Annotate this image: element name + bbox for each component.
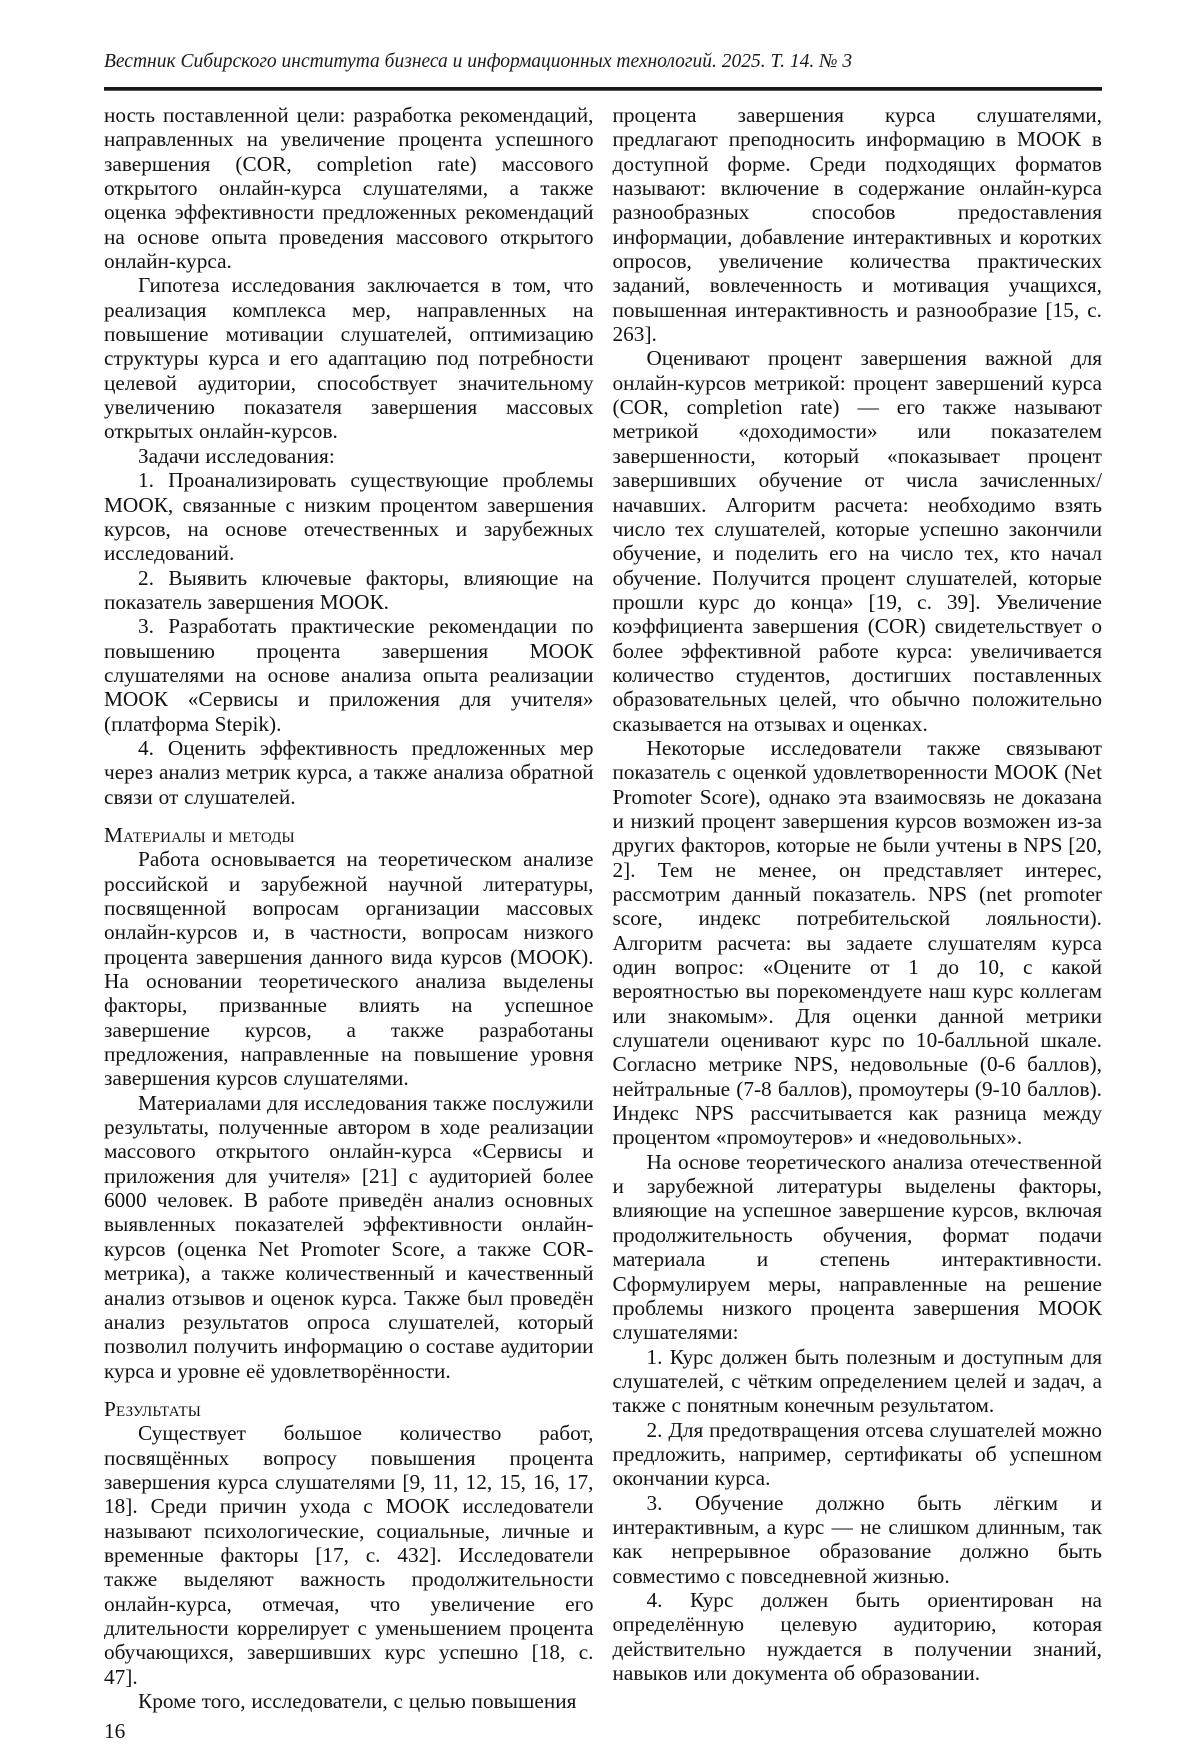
paragraph: процента завершения курса слушателями, предлагают преподносить информацию в МООК в доступной форме. Среди подходящих форматов называют: включение в содержание онлайн-курса разнообразных способов предоставления информации, добавление интерактивных и коротких опросов, увеличение количества практических заданий, вовлеченность и мотивация учащихся, повышенная интерактивность и разнообразие [15, с. 263]. <box>612 103 1102 347</box>
header-rule <box>104 87 1102 91</box>
paragraph: 1. Проанализировать существующие проблемы МООК, связанные с низким процентом завершения курсов, на основе отечественных и зарубежных исследований. <box>104 468 594 566</box>
paragraph: 2. Выявить ключевые факторы, влияющие на показатель завершения МООК. <box>104 565 594 614</box>
right-column <box>613 103 1103 1713</box>
paragraph: Кроме того, исследователи, с целью повышения <box>138 1689 577 1713</box>
paragraph: 4. Курс должен быть ориентирован на определённую целевую аудиторию, которая действительно нуждается в получении знаний, навыков или документа об образовании. <box>612 1587 1102 1685</box>
left-column <box>104 103 594 1713</box>
two-column-body <box>104 103 1102 1713</box>
paragraph: 3. Обучение должно быть лёгким и интерактивным, а курс — не слишком длинным, так как непрерывное образование должно быть совместимо с повседневной жизнью. <box>612 1490 1102 1588</box>
running-header: Вестник Сибирского института бизнеса и информационных технологий. 2025. Т. 14. № 3 <box>104 51 853 72</box>
paragraph: Гипотеза исследования заключается в том, что реализация комплекса мер, направленных на повышение мотивации слушателей, оптимизацию структуры курса и его адаптацию под потребности целевой аудитории, способствует значительному увеличению показателя завершения массовых открытых онлайн-курсов. <box>104 273 594 444</box>
paragraph: 1. Курс должен быть полезным и доступным для слушателей, с чётким определением целей и задач, а также с понятным конечным результатом. <box>612 1344 1102 1418</box>
paragraph: Работа основывается на теоретическом анализе российской и зарубежной научной литературы, посвященной вопросам организации массовых онлайн-курсов и, в частности, вопросам низкого процента завершения данного вида курсов (МООК). На основании теоретического анализа выделены факторы, призванные влиять на успешное завершение курсов, а также разработаны предложения, направленные на повышение уровня завершения курсов слушателями. <box>104 847 594 1091</box>
paragraph: Материалами для исследования также послужили результаты, полученные автором в ходе реализации массового открытого онлайн-курса «Сервисы и приложения для учителя» [21] с аудиторией более 6000 человек. В работе приведён анализ основных выявленных показателей эффективности онлайн-курсов (оценка Net Promoter Score, а также COR-метрика), а также количественный и качественный анализ отзывов и оценок курса. Также был проведён анализ результатов опроса слушателей, который позволил получить информацию о составе аудитории курса и уровне её удовлетворённости. <box>104 1090 594 1383</box>
paragraph: Некоторые исследователи также связывают показатель с оценкой удовлетворенности МООК (Net Promoter Score), однако эта взаимосвязь не доказана и низкий процент завершения курсов возможен из-за других факторов, которые не были учтены в NPS [20, 2]. Тем не менее, он представляет интерес, рассмотрим данный показатель. NPS (net promoter score, индекс потребительской лояльности). Алгоритм расчета: вы задаете слушателям курса один вопрос: «Оцените от 1 до 10, с какой вероятностью вы порекомендуете наш курс коллегам или знакомым». Для оценки данной метрики слушатели оценивают курс по 10-балльной шкале. Согласно метрике NPS, недовольные (0-6 баллов), нейтральные (7-8 баллов), промоутеры (9-10 баллов). Индекс NPS рассчитывается как разница между процентом «промоутеров» и «недовольных». <box>612 735 1102 1150</box>
paragraph: Существует большое количество работ, посвящённых вопросу повышения процента завершения курса слушателями [9, 11, 12, 15, 16, 17, 18]. Среди причин ухода с МООК исследователи называют психологические, социальные, личные и временные факторы [17, с. 432]. Исследователи также выделяют важность продолжительности онлайн-курса, отмечая, что увеличение его длительности коррелирует с уменьшением процента обучающихся, завершивших курс успешно [18, с. 47]. <box>104 1421 594 1689</box>
paragraph: 3. Разработать практические рекомендации по повышению процента завершения МООК слушателями на основе анализа опыта реализации МООК «Сервисы и приложения для учителя» (платформа Stepik). <box>104 614 594 736</box>
paragraph: Оценивают процент завершения важной для онлайн-курсов метрикой: процент завершений курса (COR, completion rate) — его также называют метрикой «доходимости» или показателем завершенности, который «показывает процент завершивших обучение от числа зачисленных/начавших. Алгоритм расчета: необходимо взять число тех слушателей, которые успешно закончили обучение, и поделить его на число тех, кто начал обучение. Получится процент слушателей, которые прошли курс до конца» [19, с. 39]. Увеличение коэффициента завершения (COR) свидетельствует о более эффективной работе курса: увеличивается количество студентов, достигших поставленных образовательных целей, что обычно положительно сказывается на отзывах и оценках. <box>612 346 1102 736</box>
paragraph: Задачи исследования: <box>138 443 335 468</box>
section-heading: Результаты <box>104 1396 202 1421</box>
section-heading: Материалы и методы <box>104 822 295 847</box>
paragraph: 2. Для предотвращения отсева слушателей можно предложить, например, сертификаты об успешном окончании курса. <box>612 1417 1102 1491</box>
paragraph: На основе теоретического анализа отечественной и зарубежной литературы выделены факторы, влияющие на успешное завершение курсов, включая продолжительность обучения, формат подачи материала и степень интерактивности. Сформулируем меры, направленные на решение проблемы низкого процента завершения МООК слушателями: <box>612 1149 1102 1345</box>
paragraph: 4. Оценить эффективность предложенных мер через анализ метрик курса, а также анализа обратной связи от слушателей. <box>104 735 594 809</box>
page-number: 16 <box>104 1719 126 1744</box>
paragraph: ность поставленной цели: разработка рекомендаций, направленных на увеличение процента успешного завершения (COR, completion rate) массового открытого онлайн-курса слушателями, а также оценка эффективности предложенных рекомендаций на основе опыта проведения массового открытого онлайн-курса. <box>104 103 594 274</box>
